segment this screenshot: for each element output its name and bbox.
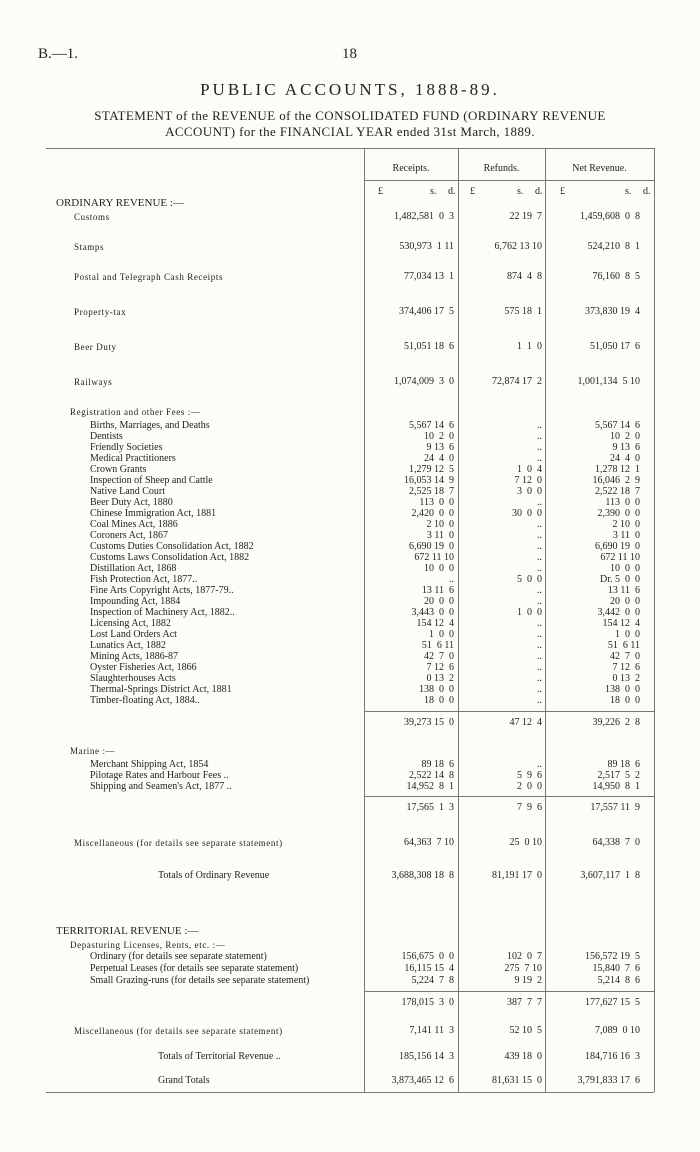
- receipts-value: 39,273 15 0: [404, 717, 454, 728]
- row-label: Births, Marriages, and Deaths: [90, 420, 210, 431]
- receipts-value: 5,567 14 6: [409, 420, 454, 431]
- receipts-value: 7 12 6: [426, 662, 454, 673]
- net-value: 177,627 15 5: [585, 997, 640, 1008]
- column-header-net: Net Revenue.: [572, 163, 627, 174]
- net-value: 5,567 14 6: [595, 420, 640, 431]
- net-value: 14,950 8 1: [592, 781, 640, 792]
- refunds-value: 575 18 1: [504, 306, 542, 317]
- table-top-rule: [46, 148, 654, 149]
- row-label: Postal and Telegraph Cash Receipts: [74, 272, 224, 282]
- refunds-value: 7 9 6: [517, 802, 542, 813]
- receipts-value: 3 11 0: [426, 530, 454, 541]
- table-row: [0, 240, 700, 254]
- row-label: Totals of Territorial Revenue ..: [158, 1051, 281, 1062]
- row-label: Timber-floating Act, 1884..: [90, 695, 200, 706]
- receipts-value: ..: [449, 574, 454, 585]
- refunds-value: ..: [537, 585, 542, 596]
- row-label: Pilotage Rates and Harbour Fees ..: [90, 770, 229, 781]
- refunds-value: ..: [537, 541, 542, 552]
- statement-title-line-2: ACCOUNT) for the FINANCIAL YEAR ended 31st March, 1889.: [165, 124, 535, 139]
- unit-shillings: s.: [625, 186, 632, 197]
- receipts-value: 185,156 14 3: [399, 1051, 454, 1062]
- statement-title-line-1: STATEMENT of the REVENUE of the CONSOLIDATED FUND (ORDINARY REVENUE: [94, 108, 606, 123]
- net-value: 373,830 19 4: [585, 306, 640, 317]
- page-number: 18: [342, 46, 357, 62]
- unit-shillings: s.: [430, 186, 437, 197]
- refunds-value: 30 0 0: [512, 508, 542, 519]
- net-value: 154 12 4: [602, 618, 640, 629]
- refunds-value: 1 1 0: [517, 341, 542, 352]
- refunds-value: 72,874 17 2: [492, 376, 542, 387]
- subtotal-row: [0, 801, 700, 815]
- row-label: Inspection of Machinery Act, 1882..: [90, 607, 235, 618]
- net-value: 138 0 0: [605, 684, 640, 695]
- row-label: Grand Totals: [158, 1075, 210, 1086]
- row-label: Fish Protection Act, 1877..: [90, 574, 198, 585]
- row-label: Registration and other Fees :—: [70, 407, 201, 417]
- table-row: [0, 340, 700, 354]
- net-value: 156,572 19 5: [585, 951, 640, 962]
- refunds-value: 52 10 5: [509, 1025, 542, 1036]
- net-value: 3 11 0: [612, 530, 640, 541]
- row-label: Miscellaneous (for details see separate statement): [74, 838, 283, 848]
- refunds-value: 2 0 0: [517, 781, 542, 792]
- row-label: Impounding Act, 1884: [90, 596, 181, 607]
- receipts-value: 2,522 14 8: [409, 770, 454, 781]
- refunds-value: ..: [537, 420, 542, 431]
- row-label: Marine :—: [70, 746, 116, 756]
- receipts-value: 0 13 2: [426, 673, 454, 684]
- receipts-value: 156,675 0 0: [401, 951, 454, 962]
- table-row: [0, 1024, 700, 1038]
- receipts-value: 1 0 0: [429, 629, 454, 640]
- row-label: Miscellaneous (for details see separate statement): [74, 1026, 283, 1036]
- refunds-value: 387 7 7: [507, 997, 542, 1008]
- net-value: 0 13 2: [612, 673, 640, 684]
- subtotal-row: [0, 996, 700, 1010]
- net-value: 51 6 11: [607, 640, 640, 651]
- refunds-value: ..: [537, 442, 542, 453]
- page-title: PUBLIC ACCOUNTS, 1888-89.: [200, 80, 500, 99]
- row-label: Chinese Immigration Act, 1881: [90, 508, 217, 519]
- row-label: Stamps: [74, 242, 105, 252]
- refunds-value: 3 0 0: [517, 486, 542, 497]
- receipts-value: 3,688,308 18 8: [391, 870, 454, 881]
- refunds-value: 439 18 0: [504, 1051, 542, 1062]
- refunds-value: 5 9 6: [517, 770, 542, 781]
- row-label: Medical Practitioners: [90, 453, 176, 464]
- row-label: Friendly Societies: [90, 442, 163, 453]
- document-code: B.—1.: [38, 46, 79, 62]
- table-row: [0, 974, 700, 988]
- refunds-value: 874 4 8: [507, 271, 542, 282]
- receipts-value: 2 10 0: [426, 519, 454, 530]
- net-value: Dr. 5 0 0: [600, 574, 640, 585]
- refunds-value: 81,191 17 0: [492, 870, 542, 881]
- net-value: 3,442 0 0: [597, 607, 640, 618]
- refunds-value: ..: [537, 563, 542, 574]
- net-value: 3,791,833 17 6: [577, 1075, 640, 1086]
- table-row: [0, 375, 700, 389]
- row-label: Customs Laws Consolidation Act, 1882: [90, 552, 250, 563]
- receipts-value: 10 0 0: [424, 563, 454, 574]
- receipts-value: 1,279 12 5: [409, 464, 454, 475]
- row-label: Property-tax: [74, 307, 127, 317]
- row-label: Customs: [74, 212, 110, 222]
- table-row: [0, 305, 700, 319]
- refunds-value: 1 0 0: [517, 607, 542, 618]
- refunds-value: ..: [537, 431, 542, 442]
- net-value: 20 0 0: [610, 596, 640, 607]
- unit-pounds: £: [560, 186, 565, 197]
- row-label: Oyster Fisheries Act, 1866: [90, 662, 197, 673]
- receipts-value: 672 11 10: [414, 552, 454, 563]
- net-value: 1,001,134 5 10: [577, 376, 640, 387]
- row-label: Beer Duty: [74, 342, 117, 352]
- net-value: 89 18 6: [607, 759, 640, 770]
- total-row: [0, 1050, 700, 1064]
- unit-pence: d.: [535, 186, 543, 197]
- refunds-value: ..: [537, 596, 542, 607]
- net-value: 51,050 17 6: [590, 341, 640, 352]
- refunds-value: ..: [537, 519, 542, 530]
- row-label: Native Land Court: [90, 486, 165, 497]
- refunds-value: 7 12 0: [514, 475, 542, 486]
- receipts-value: 7,141 11 3: [409, 1025, 454, 1036]
- row-label: Slaughterhouses Acts: [90, 673, 176, 684]
- receipts-value: 3,873,465 12 6: [391, 1075, 454, 1086]
- net-value: 24 4 0: [610, 453, 640, 464]
- receipts-value: 9 13 6: [426, 442, 454, 453]
- row-label: Mining Acts, 1886-87: [90, 651, 179, 662]
- receipts-value: 18 0 0: [424, 695, 454, 706]
- net-value: 113 0 0: [605, 497, 640, 508]
- net-value: 16,046 2 9: [592, 475, 640, 486]
- table-row: [0, 270, 700, 284]
- row-label: Shipping and Seamen's Act, 1877 ..: [90, 781, 232, 792]
- unit-shillings: s.: [517, 186, 524, 197]
- net-value: 13 11 6: [607, 585, 640, 596]
- net-value: 7 12 6: [612, 662, 640, 673]
- section-heading: [0, 405, 700, 419]
- net-value: 2,390 0 0: [597, 508, 640, 519]
- receipts-value: 374,406 17 5: [399, 306, 454, 317]
- table-row: [0, 210, 700, 224]
- receipts-value: 16,053 14 9: [404, 475, 454, 486]
- receipts-value: 1,074,009 3 0: [394, 376, 454, 387]
- row-label: Railways: [74, 377, 113, 387]
- table-bottom-rule: [46, 1092, 654, 1093]
- row-label: Customs Duties Consolidation Act, 1882: [90, 541, 254, 552]
- unit-pounds: £: [378, 186, 383, 197]
- net-value: 42 7 0: [610, 651, 640, 662]
- row-label: Crown Grants: [90, 464, 147, 475]
- refunds-value: 9 19 2: [514, 975, 542, 986]
- table-row: [0, 694, 700, 708]
- refunds-value: ..: [537, 651, 542, 662]
- row-label: Dentists: [90, 431, 123, 442]
- row-label: TERRITORIAL REVENUE :—: [56, 925, 199, 937]
- row-label: Fine Arts Copyright Acts, 1877-79..: [90, 585, 234, 596]
- row-label: Lunatics Act, 1882: [90, 640, 166, 651]
- receipts-value: 17,565 1 3: [406, 802, 454, 813]
- refunds-value: ..: [537, 552, 542, 563]
- section-heading: [0, 196, 700, 210]
- refunds-value: ..: [537, 662, 542, 673]
- refunds-value: ..: [537, 759, 542, 770]
- receipts-value: 51,051 18 6: [404, 341, 454, 352]
- row-label: Merchant Shipping Act, 1854: [90, 759, 209, 770]
- refunds-value: 5 0 0: [517, 574, 542, 585]
- receipts-value: 77,034 13 1: [404, 271, 454, 282]
- receipts-value: 113 0 0: [419, 497, 454, 508]
- row-label: Depasturing Licenses, Rents, etc. :—: [70, 940, 226, 950]
- row-label: Inspection of Sheep and Cattle: [90, 475, 213, 486]
- row-label: Lost Land Orders Act: [90, 629, 177, 640]
- refunds-value: ..: [537, 497, 542, 508]
- receipts-value: 64,363 7 10: [404, 837, 454, 848]
- row-label: Distillation Act, 1868: [90, 563, 177, 574]
- receipts-value: 51 6 11: [421, 640, 454, 651]
- refunds-value: 6,762 13 10: [494, 241, 542, 252]
- refunds-value: 47 12 4: [509, 717, 542, 728]
- column-header-receipts: Receipts.: [392, 163, 430, 174]
- net-value: 10 0 0: [610, 563, 640, 574]
- net-value: 2,517 5 2: [597, 770, 640, 781]
- net-value: 524,210 8 1: [587, 241, 640, 252]
- receipts-value: 16,115 15 4: [404, 963, 454, 974]
- receipts-value: 89 18 6: [421, 759, 454, 770]
- table-row: [0, 836, 700, 850]
- receipts-value: 5,224 7 8: [411, 975, 454, 986]
- subtotal-rule: [364, 991, 654, 992]
- row-label: Coal Mines Act, 1886: [90, 519, 178, 530]
- receipts-value: 154 12 4: [416, 618, 454, 629]
- receipts-value: 24 4 0: [424, 453, 454, 464]
- subtotal-row: [0, 716, 700, 730]
- net-value: 1 0 0: [615, 629, 640, 640]
- net-value: 17,557 11 9: [590, 802, 640, 813]
- net-value: 2,522 18 7: [595, 486, 640, 497]
- net-value: 18 0 0: [610, 695, 640, 706]
- refunds-value: 25 0 10: [509, 837, 542, 848]
- refunds-value: ..: [537, 530, 542, 541]
- refunds-value: ..: [537, 684, 542, 695]
- receipts-value: 178,015 3 0: [401, 997, 454, 1008]
- net-value: 2 10 0: [612, 519, 640, 530]
- net-value: 76,160 8 5: [592, 271, 640, 282]
- row-label: Totals of Ordinary Revenue: [158, 870, 270, 881]
- subtotal-rule: [364, 796, 654, 797]
- receipts-value: 13 11 6: [421, 585, 454, 596]
- receipts-value: 138 0 0: [419, 684, 454, 695]
- unit-pence: d.: [643, 186, 651, 197]
- refunds-value: 22 19 7: [509, 211, 542, 222]
- net-value: 184,716 16 3: [585, 1051, 640, 1062]
- refunds-value: ..: [537, 673, 542, 684]
- receipts-value: 42 7 0: [424, 651, 454, 662]
- row-label: Thermal-Springs District Act, 1881: [90, 684, 232, 695]
- refunds-value: ..: [537, 453, 542, 464]
- total-row: [0, 1074, 700, 1088]
- refunds-value: 102 0 7: [507, 951, 542, 962]
- header-rule: [364, 180, 654, 181]
- refunds-value: ..: [537, 618, 542, 629]
- unit-pence: d.: [448, 186, 456, 197]
- net-value: 5,214 8 6: [597, 975, 640, 986]
- net-value: 3,607,117 1 8: [580, 870, 640, 881]
- net-value: 15,840 7 6: [592, 963, 640, 974]
- row-label: Small Grazing-runs (for details see separate statement): [90, 975, 310, 986]
- refunds-value: ..: [537, 629, 542, 640]
- refunds-value: ..: [537, 695, 542, 706]
- receipts-value: 2,525 18 7: [409, 486, 454, 497]
- column-header-refunds: Refunds.: [483, 163, 520, 174]
- receipts-value: 14,952 8 1: [406, 781, 454, 792]
- receipts-value: 2,420 0 0: [411, 508, 454, 519]
- receipts-value: 530,973 1 11: [399, 241, 454, 252]
- section-heading: [0, 924, 700, 938]
- row-label: Coroners Act, 1867: [90, 530, 169, 541]
- receipts-value: 3,443 0 0: [411, 607, 454, 618]
- row-label: Licensing Act, 1882: [90, 618, 171, 629]
- unit-pounds: £: [470, 186, 475, 197]
- receipts-value: 6,690 19 0: [409, 541, 454, 552]
- receipts-value: 1,482,581 0 3: [394, 211, 454, 222]
- net-value: 1,459,608 0 8: [580, 211, 640, 222]
- net-value: 10 2 0: [610, 431, 640, 442]
- refunds-value: 1 0 4: [517, 464, 542, 475]
- subtotal-rule: [364, 711, 654, 712]
- net-value: 1,278 12 1: [595, 464, 640, 475]
- refunds-value: 275 7 10: [504, 963, 542, 974]
- refunds-value: ..: [537, 640, 542, 651]
- row-label: ORDINARY REVENUE :—: [56, 197, 184, 209]
- net-value: 7,089 0 10: [595, 1025, 640, 1036]
- net-value: 39,226 2 8: [592, 717, 640, 728]
- refunds-value: 81,631 15 0: [492, 1075, 542, 1086]
- section-heading: [0, 744, 700, 758]
- net-value: 6,690 19 0: [595, 541, 640, 552]
- receipts-value: 10 2 0: [424, 431, 454, 442]
- receipts-value: 20 0 0: [424, 596, 454, 607]
- total-row: [0, 869, 700, 883]
- net-value: 672 11 10: [600, 552, 640, 563]
- row-label: Perpetual Leases (for details see separate statement): [90, 963, 299, 974]
- table-row: [0, 780, 700, 794]
- net-value: 64,338 7 0: [592, 837, 640, 848]
- row-label: Ordinary (for details see separate statement): [90, 951, 267, 962]
- row-label: Beer Duty Act, 1880: [90, 497, 173, 508]
- net-value: 9 13 6: [612, 442, 640, 453]
